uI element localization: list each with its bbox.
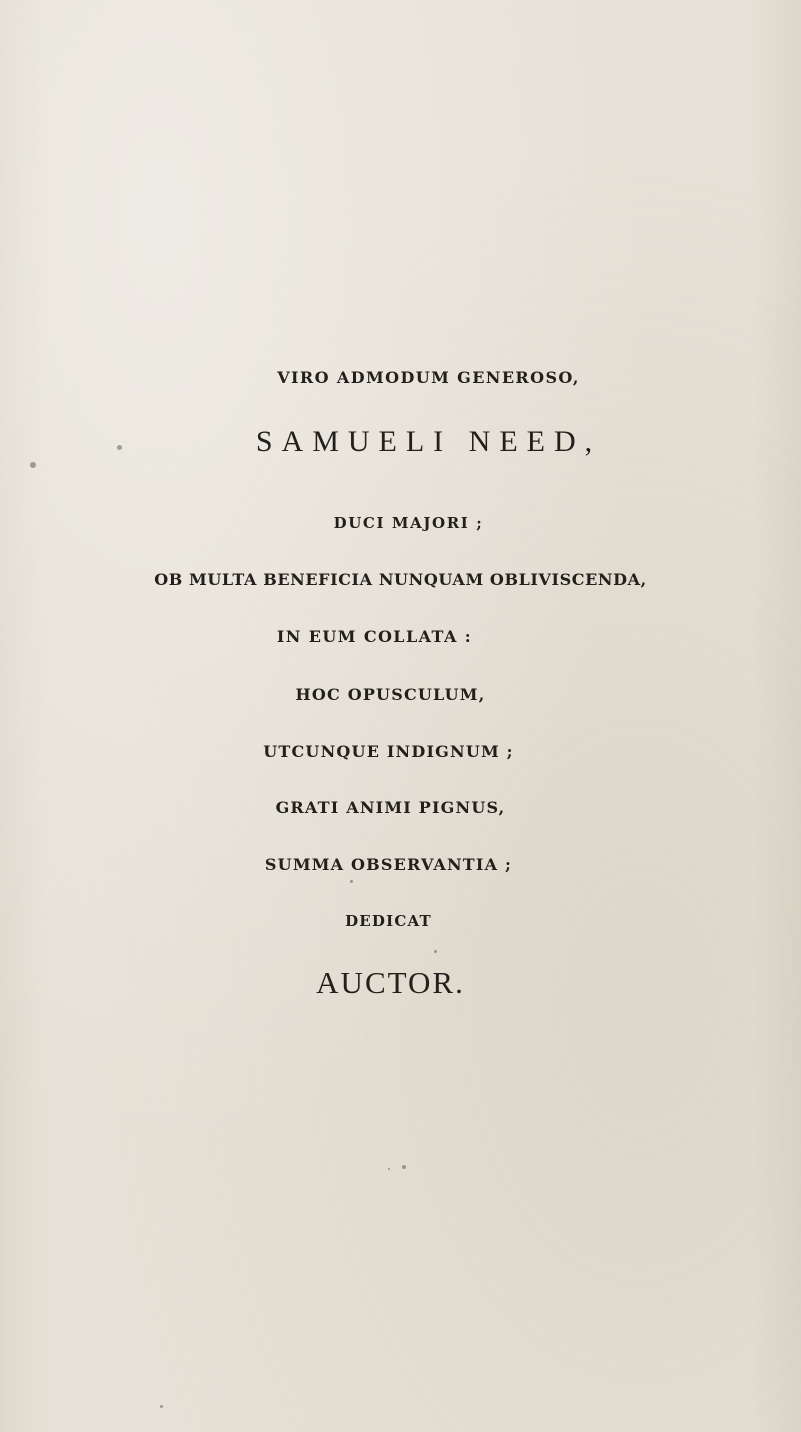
- author-signature: AUCTOR.: [316, 965, 465, 1000]
- paper-speck: [402, 1165, 406, 1169]
- paper-speck: [434, 950, 437, 953]
- dedication-line-beneficia: OB MULTA BENEFICIA NUNQUAM OBLIVISCENDA,: [154, 570, 647, 589]
- dedication-line-observantia: SUMMA OBSERVANTIA ;: [264, 855, 513, 874]
- paper-speck: [160, 1405, 163, 1408]
- dedication-line-opusculum: HOC OPUSCULUM,: [295, 685, 486, 704]
- dedication-line-pignus: GRATI ANIMI PIGNUS,: [275, 798, 506, 817]
- dedication-verb: DEDICAT: [345, 912, 432, 930]
- paper-speck: [388, 1168, 390, 1170]
- paper-speck: [350, 880, 353, 883]
- paper-speck: [117, 445, 122, 450]
- dedicatee-title: DUCI MAJORI ;: [333, 514, 484, 532]
- bleed-through-texture: [160, 150, 660, 203]
- dedication-line-collata: IN EUM COLLATA :: [276, 627, 473, 646]
- dedicatee-name: SAMUELI NEED,: [255, 425, 602, 458]
- dedication-line-indignum: UTCUNQUE INDIGNUM ;: [263, 742, 514, 761]
- paper-speck: [30, 462, 36, 468]
- dedication-line-viro: VIRO ADMODUM GENEROSO,: [277, 368, 580, 387]
